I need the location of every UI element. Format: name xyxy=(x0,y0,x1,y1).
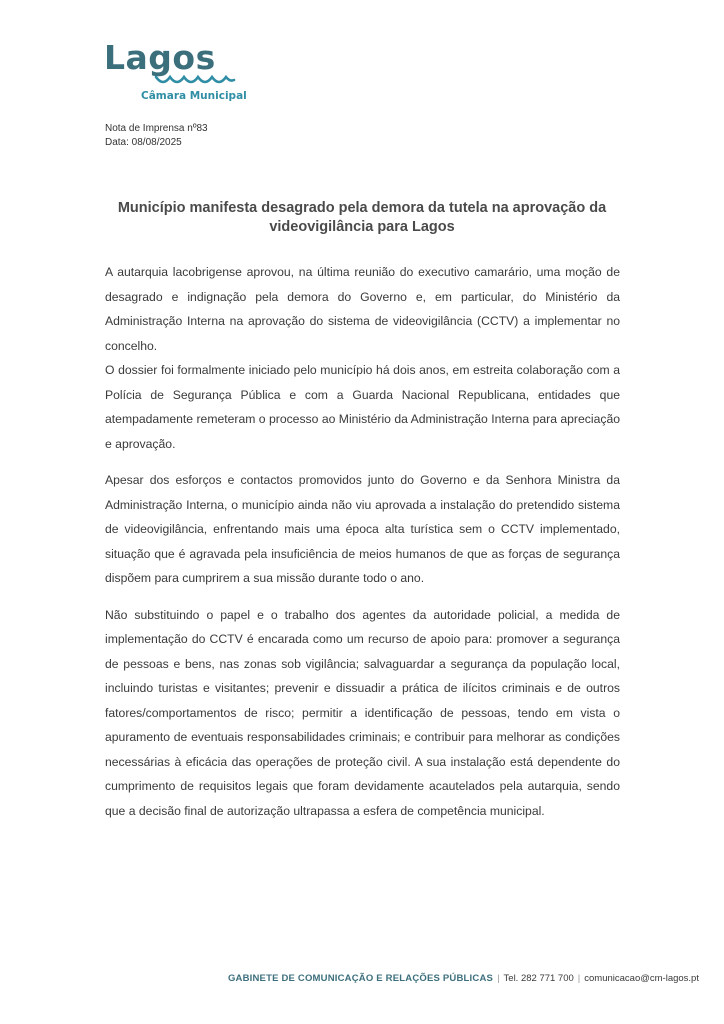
press-note-number: Nota de Imprensa nº83 xyxy=(105,123,208,134)
paragraph-1: A autarquia lacobrigense aprovou, na última reunião do executivo camarário, uma moção de desagrado e indignação pela demora do Governo e, em particular, do Ministério da Administração Interna na aprovação do sistema de videovigilância (CCTV) a implementar no concelho. xyxy=(105,265,620,353)
paragraph-2: O dossier foi formalmente iniciado pelo município há dois anos, em estreita colaboração com a Polícia de Segurança Pública e com a Guarda Nacional Republicana, entidades que atempadamente remeteram o processo ao Ministério da Administração Interna para apreciação e aprovação. xyxy=(105,363,620,451)
press-metadata xyxy=(105,122,208,150)
page-title xyxy=(60,199,664,237)
footer-separator: | xyxy=(577,973,581,984)
footer-contacts xyxy=(228,972,699,986)
press-date: Data: 08/08/2025 xyxy=(105,137,182,148)
waves-icon xyxy=(154,74,236,90)
title-line-2: videovigilância para Lagos xyxy=(269,219,455,235)
paragraph-4: Não substituindo o papel e o trabalho dos agentes da autoridade policial, a medida de implementação do CCTV é encarada como um recurso de apoio para: promover a segurança de pessoas e bens, nas zonas sob vigilância; salvaguardar a segurança da população local, incluindo turistas e visitantes; prevenir e dissuadir a prática de ilícitos criminais e de outros fatores/comportamentos de risco; permitir a identificação de pessoas, tendo em vista o apuramento de eventuais responsabilidades criminais; e contribuir para melhorar as condições necessárias à eficácia das operações de proteção civil. A sua instalação está dependente do cumprimento de requisitos legais que foram devidamente acautelados pela autarquia, sendo que a decisão final de autorização ultrapassa a esfera de competência municipal. xyxy=(105,607,620,818)
paragraph-3: Apesar dos esforços e contactos promovidos junto do Governo e da Senhora Ministra da Administração Interna, o município ainda não viu aprovada a instalação do pretendido sistema de videovigilância, enfrentando mais uma época alta turística sem o CCTV implementado, situação que é agravada pela insuficiência de meios humanos de que as forças de segurança dispõem para cumprirem a sua missão durante todo o ano. xyxy=(105,473,620,585)
footer-department: GABINETE DE COMUNICAÇÃO E RELAÇÕES PÚBLICAS xyxy=(227,973,494,984)
municipality-logo xyxy=(104,38,247,104)
logo-subtitle: Câmara Municipal xyxy=(141,90,247,102)
footer-separator: | xyxy=(497,973,500,984)
footer-phone: Tel. 282 771 700 xyxy=(503,973,574,984)
footer-email[interactable]: comunicacao@cm-lagos.pt xyxy=(584,973,699,984)
logo-wordmark: Lagos xyxy=(104,38,216,77)
article-body xyxy=(105,260,620,823)
title-line-1: Município manifesta desagrado pela demora da tutela na aprovação da xyxy=(117,200,607,216)
